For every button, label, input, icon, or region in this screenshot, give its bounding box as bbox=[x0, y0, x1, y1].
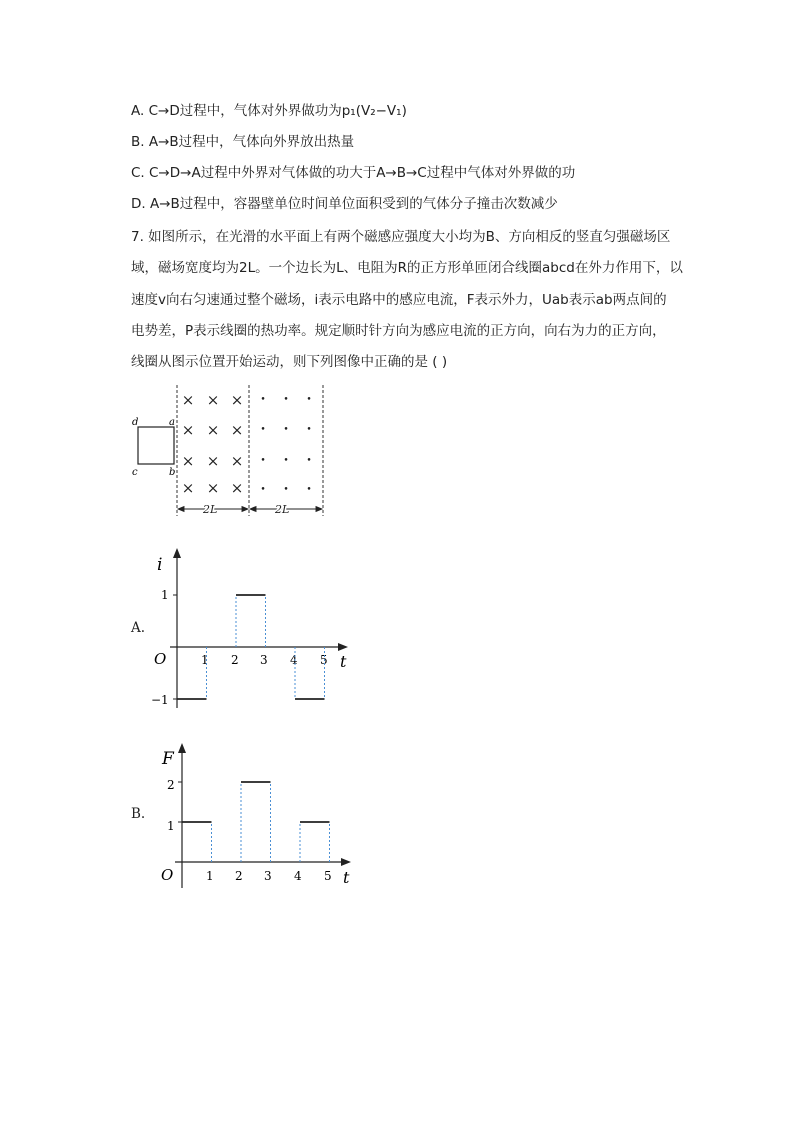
dot-field-region bbox=[260, 395, 311, 495]
dot-symbol: • bbox=[306, 485, 312, 495]
y-tick-label: −1 bbox=[151, 693, 169, 707]
y-tick-label: 2 bbox=[167, 778, 175, 792]
dot-symbol: • bbox=[306, 456, 312, 466]
dot-symbol: • bbox=[306, 425, 312, 435]
label-a: a bbox=[169, 417, 175, 428]
graph-b-f-vs-t bbox=[145, 738, 360, 890]
cross-symbol: × bbox=[181, 479, 195, 497]
cross-symbol: × bbox=[181, 452, 195, 470]
cross-symbol: × bbox=[230, 452, 244, 470]
label-c: c bbox=[132, 467, 138, 478]
cross-symbol: × bbox=[181, 421, 195, 439]
graph-b-label: B. bbox=[131, 806, 146, 822]
dot-symbol: • bbox=[260, 485, 266, 495]
cross-symbol: × bbox=[206, 452, 220, 470]
y-tick-label: 1 bbox=[167, 819, 175, 833]
dimension-arrows bbox=[178, 507, 322, 512]
x-tick-label: 2 bbox=[231, 653, 239, 667]
dot-symbol: • bbox=[283, 395, 289, 405]
width-label-2: 2L bbox=[275, 503, 290, 516]
question-line-1: 7. 如图所示，在光滑的水平面上有两个磁感应强度大小均为B、方向相反的竖直匀强磁场区 bbox=[131, 229, 671, 245]
x-axis-arrow bbox=[341, 858, 351, 866]
option-a-prev: A. C→D过程中，气体对外界做功为p₁(V₂−V₁) bbox=[131, 103, 407, 119]
question-line-3: 速度v向右匀速通过整个磁场，i表示电路中的感应电流，F表示外力，Uab表示ab两点间的 bbox=[131, 292, 667, 308]
cross-field-region bbox=[182, 391, 244, 497]
dot-symbol: • bbox=[283, 485, 289, 495]
x-axis-label: t bbox=[340, 652, 347, 671]
cross-symbol: × bbox=[206, 421, 220, 439]
x-tick-label: 2 bbox=[235, 869, 243, 883]
dot-symbol: • bbox=[283, 425, 289, 435]
x-tick-label: 4 bbox=[290, 653, 298, 667]
x-tick-label: 5 bbox=[320, 653, 328, 667]
dot-symbol: • bbox=[260, 456, 266, 466]
graph-a-i-vs-t bbox=[145, 543, 360, 718]
option-c-prev: C. C→D→A过程中外界对气体做的功大于A→B→C过程中气体对外界做的功 bbox=[131, 165, 576, 181]
cross-symbol: × bbox=[206, 479, 220, 497]
x-tick-label: 3 bbox=[260, 653, 268, 667]
x-axis-arrow bbox=[338, 643, 348, 651]
y-axis-arrow bbox=[173, 548, 181, 558]
dot-symbol: • bbox=[283, 456, 289, 466]
magnetic-field-figure bbox=[125, 380, 335, 522]
question-line-5: 线圈从图示位置开始运动，则下列图像中正确的是 ( ) bbox=[131, 354, 448, 370]
x-axis-label: t bbox=[343, 868, 350, 887]
y-tick-label: 1 bbox=[161, 588, 169, 602]
question-line-2: 域，磁场宽度均为2L。一个边长为L、电阻为R的正方形单匝闭合线圈abcd在外力作用下，以 bbox=[131, 260, 683, 276]
graph-a-label: A. bbox=[131, 620, 146, 636]
label-d: d bbox=[132, 417, 139, 428]
cross-symbol: × bbox=[230, 479, 244, 497]
dot-symbol: • bbox=[260, 395, 266, 405]
x-tick-label: 5 bbox=[324, 869, 332, 883]
option-d-prev: D. A→B过程中，容器壁单位时间单位面积受到的气体分子撞击次数减少 bbox=[131, 196, 558, 212]
coil-square bbox=[138, 427, 174, 464]
cross-symbol: × bbox=[230, 421, 244, 439]
origin-label: O bbox=[154, 650, 167, 668]
y-axis-label: F bbox=[162, 749, 174, 769]
dot-symbol: • bbox=[306, 395, 312, 405]
dot-symbol: • bbox=[260, 425, 266, 435]
x-tick-label: 4 bbox=[294, 869, 302, 883]
cross-symbol: × bbox=[206, 391, 220, 409]
y-axis-label: i bbox=[157, 555, 163, 575]
cross-symbol: × bbox=[181, 391, 195, 409]
x-tick-label: 1 bbox=[201, 653, 209, 667]
x-tick-label: 1 bbox=[206, 869, 214, 883]
option-b-prev: B. A→B过程中，气体向外界放出热量 bbox=[131, 134, 355, 150]
y-axis-arrow bbox=[178, 743, 186, 753]
x-tick-label: 3 bbox=[264, 869, 272, 883]
cross-symbol: × bbox=[230, 391, 244, 409]
origin-label: O bbox=[161, 866, 174, 884]
width-label-1: 2L bbox=[203, 503, 218, 516]
question-line-4: 电势差，P表示线圈的热功率。规定顺时针方向为感应电流的正方向，向右为力的正方向， bbox=[131, 323, 666, 339]
label-b: b bbox=[169, 467, 176, 478]
